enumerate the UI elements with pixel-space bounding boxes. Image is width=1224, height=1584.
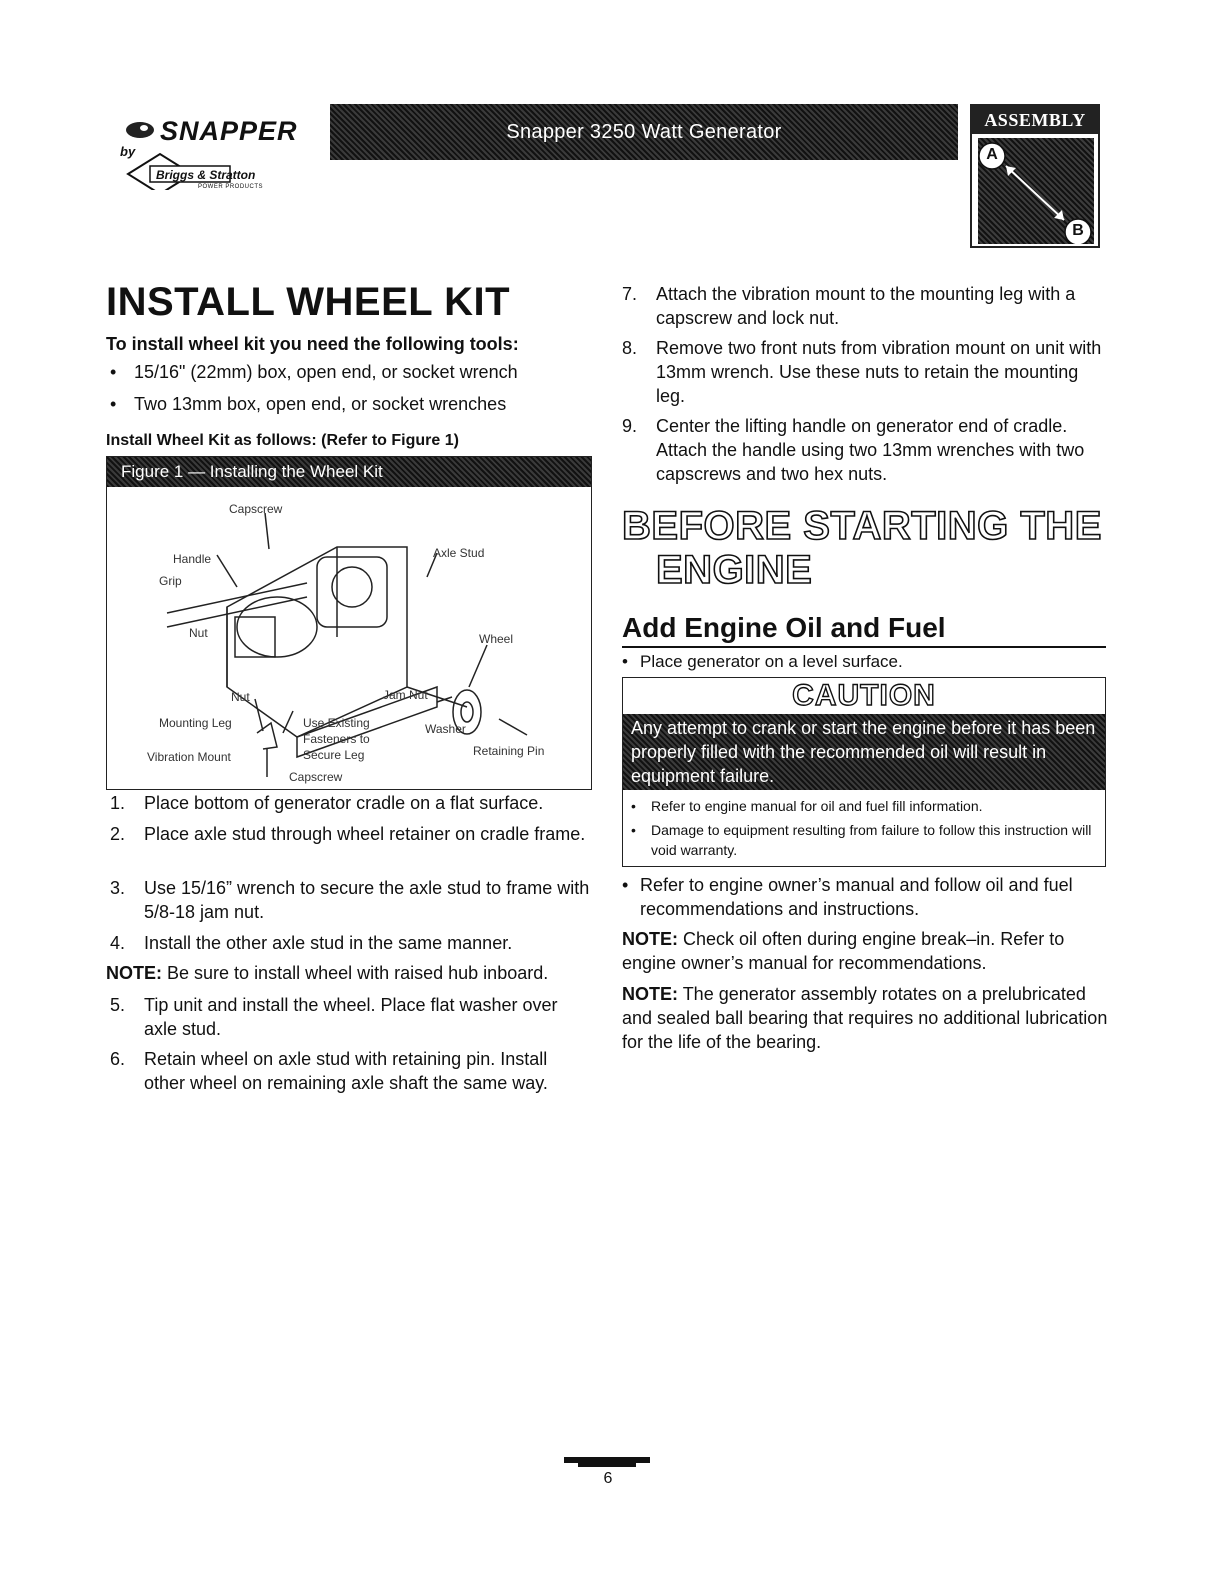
label-nut-bottom: Nut <box>231 690 250 704</box>
tools-heading: To install wheel kit you need the following tools: <box>106 334 519 354</box>
step-number: 6. <box>110 1049 126 1069</box>
step-3 <box>110 876 590 924</box>
bullet-icon: • <box>631 822 636 838</box>
note-label: NOTE: <box>106 963 162 983</box>
caution-item <box>631 820 1097 860</box>
tool-text: Two 13mm box, open end, or socket wrenches <box>134 394 507 414</box>
step-number: 3. <box>110 878 126 898</box>
before-starting-title-line2: ENGINE <box>656 548 813 592</box>
bullet-icon: • <box>631 798 636 814</box>
bullet-icon: • <box>110 394 117 414</box>
step-text: Retain wheel on axle stud with retaining pin. Install other wheel on remaining axle shaft the same way. <box>144 1049 548 1093</box>
step-text: Place axle stud through wheel retainer on cradle frame. <box>144 824 586 844</box>
step-text: Remove two front nuts from vibration mount on unit with 13mm wrench. Use these nuts to retain the mounting leg. <box>656 338 1102 406</box>
bullet-icon: • <box>110 362 117 382</box>
note-hub-inboard <box>106 961 596 985</box>
label-capscrew-bottom: Capscrew <box>289 770 343 784</box>
steps-heading: Install Wheel Kit as follows: (Refer to Figure 1) <box>106 432 459 449</box>
figure-1 <box>106 456 592 790</box>
step-text: Use 15/16” wrench to secure the axle stud to frame with 5/8-18 jam nut. <box>144 878 590 922</box>
level-surface-text: Place generator on a level surface. <box>640 652 903 671</box>
tab-icon-b: B <box>1072 222 1084 239</box>
step-number: 5. <box>110 995 126 1015</box>
tool-text: 15/16" (22mm) box, open end, or socket wrench <box>134 362 518 382</box>
step-8 <box>622 336 1108 408</box>
note-bearing <box>622 982 1108 1054</box>
label-use-existing-1: Use Existing <box>303 716 370 730</box>
step-2 <box>110 822 590 846</box>
label-axle-stud: Axle Stud <box>433 546 485 560</box>
heading-rule <box>622 646 1106 648</box>
step-9 <box>622 414 1108 486</box>
step-number: 4. <box>110 933 126 953</box>
brand-name: SNAPPER <box>160 116 298 146</box>
caution-box <box>622 677 1106 867</box>
label-vibration-mount: Vibration Mount <box>147 750 231 764</box>
step-number: 1. <box>110 793 126 813</box>
label-wheel: Wheel <box>479 632 514 646</box>
brand-by: by <box>120 144 136 159</box>
assembly-art <box>978 138 1094 244</box>
step-text: Place bottom of generator cradle on a flat surface. <box>144 793 544 813</box>
assembly-label: ASSEMBLY <box>972 106 1098 134</box>
note-label: NOTE: <box>622 929 678 949</box>
step-number: 9. <box>622 416 638 436</box>
label-capscrew: Capscrew <box>229 502 283 516</box>
step-number: 7. <box>622 284 638 304</box>
step-5 <box>110 993 590 1041</box>
page-number: 6 <box>603 1470 613 1487</box>
caution-list <box>623 790 1105 870</box>
tool-item <box>110 394 506 415</box>
bullet-icon: • <box>622 875 629 895</box>
document-title: Snapper 3250 Watt Generator <box>506 120 782 143</box>
caution-warning: Any attempt to crank or start the engine before it has been properly filled with the recommended oil will result in equipment failure. <box>623 714 1105 790</box>
document-title-bar <box>330 104 958 160</box>
step-text: Install the other axle stud in the same manner. <box>144 933 513 953</box>
step-4 <box>110 931 590 955</box>
label-washer: Washer <box>425 722 466 736</box>
owner-manual-text: Refer to engine owner’s manual and follow oil and fuel recommendations and instructions. <box>640 875 1073 919</box>
tool-item <box>110 362 518 383</box>
step-6 <box>110 1047 590 1095</box>
step-text: Tip unit and install the wheel. Place flat washer over axle stud. <box>144 995 558 1039</box>
figure-caption: Figure 1 — Installing the Wheel Kit <box>107 457 591 487</box>
note-label: NOTE: <box>622 984 678 1004</box>
caution-item-text: Refer to engine manual for oil and fuel fill information. <box>651 798 983 814</box>
bullet-icon: • <box>622 652 628 671</box>
caution-item-text: Damage to equipment resulting from failure to follow this instruction will void warranty. <box>651 822 1092 858</box>
label-use-existing-3: Secure Leg <box>303 748 365 762</box>
partner-name: Briggs & Stratton <box>156 168 256 182</box>
caution-title-row <box>623 678 1105 714</box>
note-text: Check oil often during engine break–in. Refer to engine owner’s manual for recommendations. <box>622 929 1065 973</box>
label-handle: Handle <box>173 552 212 566</box>
step-number: 2. <box>110 824 126 844</box>
level-surface-item <box>622 652 903 672</box>
install-wheel-kit-title: INSTALL WHEEL KIT <box>106 280 511 324</box>
assembly-section-tab <box>970 104 1100 248</box>
caution-item <box>631 796 1097 816</box>
label-mounting-leg: Mounting Leg <box>159 716 232 730</box>
step-text: Center the lifting handle on generator end of cradle. Attach the handle using two 13mm wrenches with two capscrews and two hex nuts. <box>656 416 1085 484</box>
step-number: 8. <box>622 338 638 358</box>
label-grip: Grip <box>159 574 182 588</box>
label-use-existing-2: Fasteners to <box>303 732 370 746</box>
brand-logo <box>120 110 320 190</box>
step-7 <box>622 282 1108 330</box>
label-retaining-pin: Retaining Pin <box>473 744 545 758</box>
label-nut-top: Nut <box>189 626 208 640</box>
step-text: Attach the vibration mount to the mounting leg with a capscrew and lock nut. <box>656 284 1076 328</box>
partner-subtitle: POWER PRODUCTS <box>198 184 264 190</box>
note-text: Be sure to install wheel with raised hub inboard. <box>167 963 549 983</box>
add-oil-fuel-heading: Add Engine Oil and Fuel <box>622 612 946 643</box>
note-break-in <box>622 927 1108 975</box>
footer-bar-lower <box>578 1463 636 1467</box>
owner-manual-item <box>622 873 1108 921</box>
step-1 <box>110 791 590 815</box>
label-jam-nut: Jam Nut <box>383 688 428 702</box>
caution-title: CAUTION <box>792 679 936 712</box>
note-text: The generator assembly rotates on a prelubricated and sealed ball bearing that requires no additional lubrication for the life of the bearing. <box>622 984 1108 1052</box>
tab-icon-a: A <box>986 146 998 163</box>
before-starting-title-line1: BEFORE STARTING THE <box>622 504 1102 548</box>
